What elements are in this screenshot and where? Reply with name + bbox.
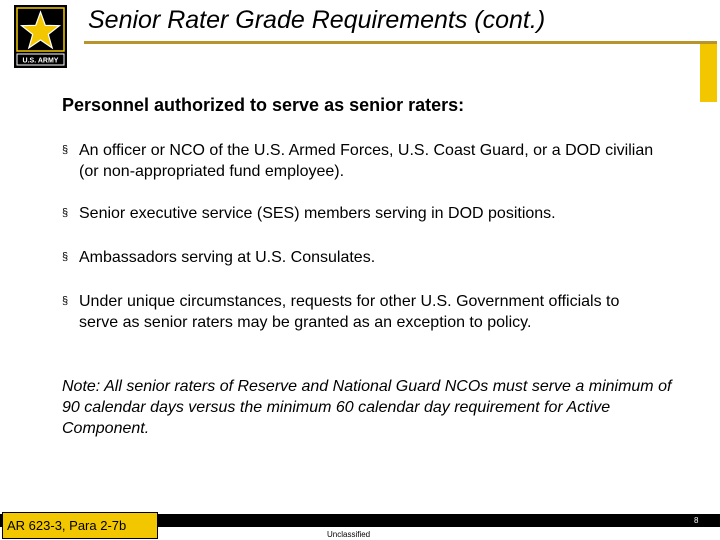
bullet-icon: § (62, 251, 69, 263)
army-star-logo-icon (14, 5, 67, 68)
list-item (62, 203, 662, 224)
logo-text: U.S. ARMY (22, 57, 59, 65)
note-text: Note: All senior raters of Reserve and National Guard NCOs must serve a minimum of 90 calendar days versus the minimum 60 calendar day requirement for Active Component. (62, 378, 672, 437)
list-item (62, 291, 662, 333)
bullet-text: An officer or NCO of the U.S. Armed Forces, U.S. Coast Guard, or a DOD civilian (or non-appropriated fund employee). (79, 142, 654, 180)
list-item (62, 247, 662, 268)
army-logo (14, 5, 67, 68)
bullet-icon: § (62, 295, 69, 307)
bullet-icon: § (62, 207, 69, 219)
classification-label: Unclassified (327, 530, 371, 539)
bullet-icon: § (62, 144, 69, 156)
regulation-reference: AR 623-3, Para 2-7b (2, 512, 158, 539)
page-title: Senior Rater Grade Requirements (cont.) (88, 6, 546, 34)
list-item (62, 140, 662, 182)
section-heading: Personnel authorized to serve as senior raters: (62, 95, 465, 115)
title-divider (84, 41, 717, 44)
bullet-text: Senior executive service (SES) members serving in DOD positions. (79, 205, 556, 222)
page-number: 8 (694, 516, 699, 525)
bullet-text: Under unique circumstances, requests for other U.S. Government officials to serve as senior raters may be granted as an exception to policy. (79, 293, 620, 331)
accent-bar (700, 44, 717, 102)
bullet-text: Ambassadors serving at U.S. Consulates. (79, 249, 376, 266)
